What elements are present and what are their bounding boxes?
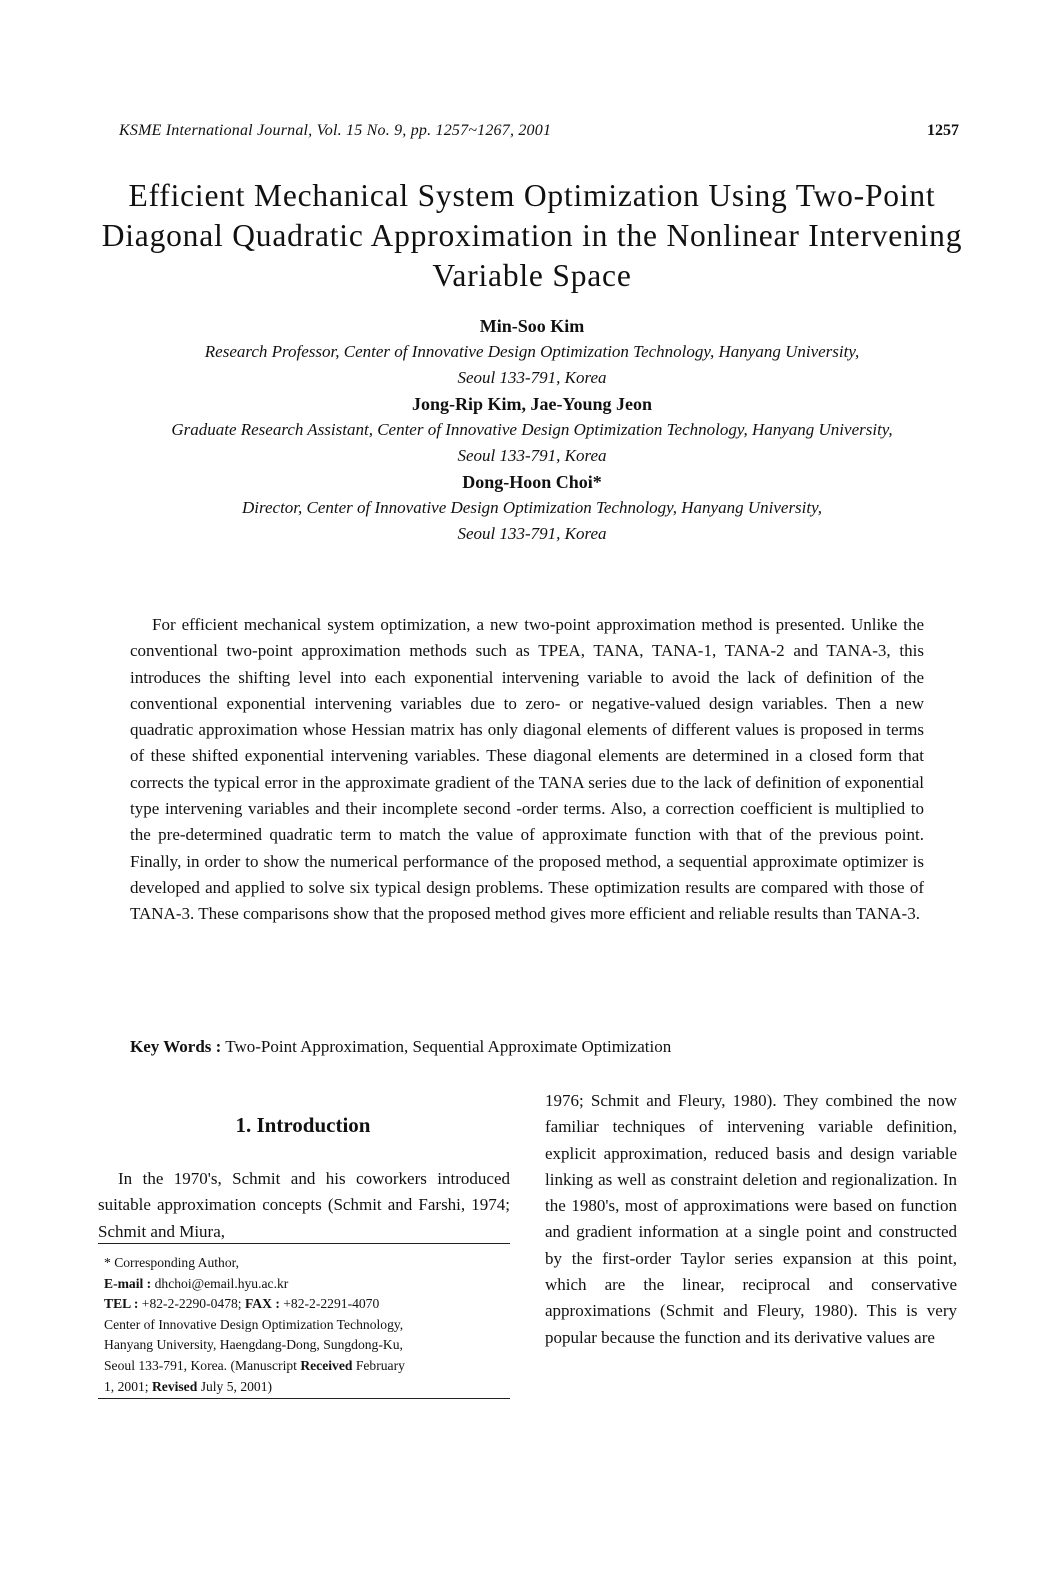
footnote-received (104, 1356, 512, 1377)
author-name: Jong-Rip Kim, Jae-Young Jeon (411, 394, 653, 414)
author-affiliation: Director, Center of Innovative Design Optimization Technology, Hanyang University, (242, 498, 822, 517)
email-address: dhchoi@email.hyu.ac.kr (154, 1275, 289, 1291)
footnote-contact (104, 1294, 512, 1315)
author-name: Dong-Hoon Choi* (462, 472, 602, 492)
keywords (130, 1037, 924, 1057)
author-affiliation: Seoul 133-791, Korea (457, 446, 607, 465)
section-heading: 1. Introduction (235, 1113, 371, 1137)
title-line: Variable Space (432, 258, 632, 293)
title-line: Diagonal Quadratic Approximation in the Nonlinear Intervening (101, 218, 963, 253)
footnote-address: Hanyang University, Haengdang-Dong, Sungdong-Ku, (104, 1337, 403, 1353)
received-date: 1, 2001; (104, 1378, 149, 1394)
revised-date: July 5, 2001) (200, 1378, 273, 1394)
body-paragraph-right: 1976; Schmit and Fleury, 1980). They combined the now familiar techniques of intervening variable definition, explicit approximation, reduced basis and design variable linking as well as constraint deletion and regionalization. In the 1980's, most of approximations were based on function and gradient information at a single point and constructed by the first-order Taylor series expansion at this point, which are the linear, reciprocal and conservative approximations (Schmit and Fleury, 1980). This is very popular because the function and its derivative values are (545, 1091, 957, 1347)
received-date: February (355, 1357, 405, 1373)
author-affiliation: Seoul 133-791, Korea (457, 524, 607, 543)
keywords-text: Two-Point Approximation, Sequential Approximate Optimization (225, 1037, 672, 1056)
footnote-email (104, 1274, 512, 1295)
page-number: 1257 (927, 122, 959, 139)
author-affiliation: Graduate Research Assistant, Center of Innovative Design Optimization Technology, Hanyang University, (171, 420, 893, 439)
received-label: Received (300, 1357, 353, 1373)
footnote-corresponding: * Corresponding Author, (104, 1255, 240, 1270)
tel-number: +82-2-2290-0478; (141, 1296, 242, 1312)
keywords-label: Key Words : (130, 1037, 222, 1056)
footnote-address: Center of Innovative Design Optimization Technology, (104, 1316, 404, 1332)
running-head: KSME International Journal, Vol. 15 No. 9, pp. 1257~1267, 2001 (119, 122, 552, 139)
footnote-revised (104, 1377, 512, 1398)
footnote (104, 1253, 512, 1397)
author-affiliation: Research Professor, Center of Innovative Design Optimization Technology, Hanyang University, (204, 342, 860, 361)
paper-title (90, 176, 974, 296)
footnote-divider (98, 1398, 510, 1399)
author-affiliation: Seoul 133-791, Korea (457, 368, 607, 387)
body-paragraph-left: In the 1970's, Schmit and his coworkers introduced suitable approximation concepts (Schmit and Farshi, 1974; Schmit and Miura, (98, 1169, 510, 1241)
fax-number: +82-2-2291-4070 (283, 1296, 380, 1312)
author-list (40, 313, 1024, 547)
title-line: Efficient Mechanical System Optimization Using Two-Point (128, 178, 936, 213)
footnote-address: Seoul 133-791, Korea. (Manuscript (104, 1357, 297, 1373)
fax-label: FAX : (245, 1296, 280, 1312)
tel-label: TEL : (104, 1296, 139, 1312)
email-label: E-mail : (104, 1275, 152, 1291)
revised-label: Revised (151, 1378, 198, 1394)
abstract: For efficient mechanical system optimization, a new two-point approximation method is presented. Unlike the conventional two-point approximation methods such as TPEA, TANA, TANA-1, TANA-2 and TANA-3, this introduces the shifting level into each exponential intervening variable to avoid the lack of definition of the conventional exponential intervening variables due to zero- or negative-valued design variables. Then a new quadratic approximation whose Hessian matrix has only diagonal elements of different values is proposed in terms of these shifted exponential intervening variables. These diagonal elements are determined in a closed form that corrects the typical error in the approximate gradient of the TANA series due to the lack of definition of exponential type intervening variables and their incomplete second -order terms. Also, a correction coefficient is multiplied to the pre-determined quadratic term to match the value of approximate function with that of the previous point. Finally, in order to show the numerical performance of the proposed method, a sequential approximate optimizer is developed and applied to solve six typical design problems. These optimization results are compared with those of TANA-3. These comparisons show that the proposed method gives more efficient and reliable results than TANA-3. (130, 615, 924, 924)
footnote-divider (98, 1243, 510, 1244)
author-name: Min-Soo Kim (479, 316, 585, 336)
